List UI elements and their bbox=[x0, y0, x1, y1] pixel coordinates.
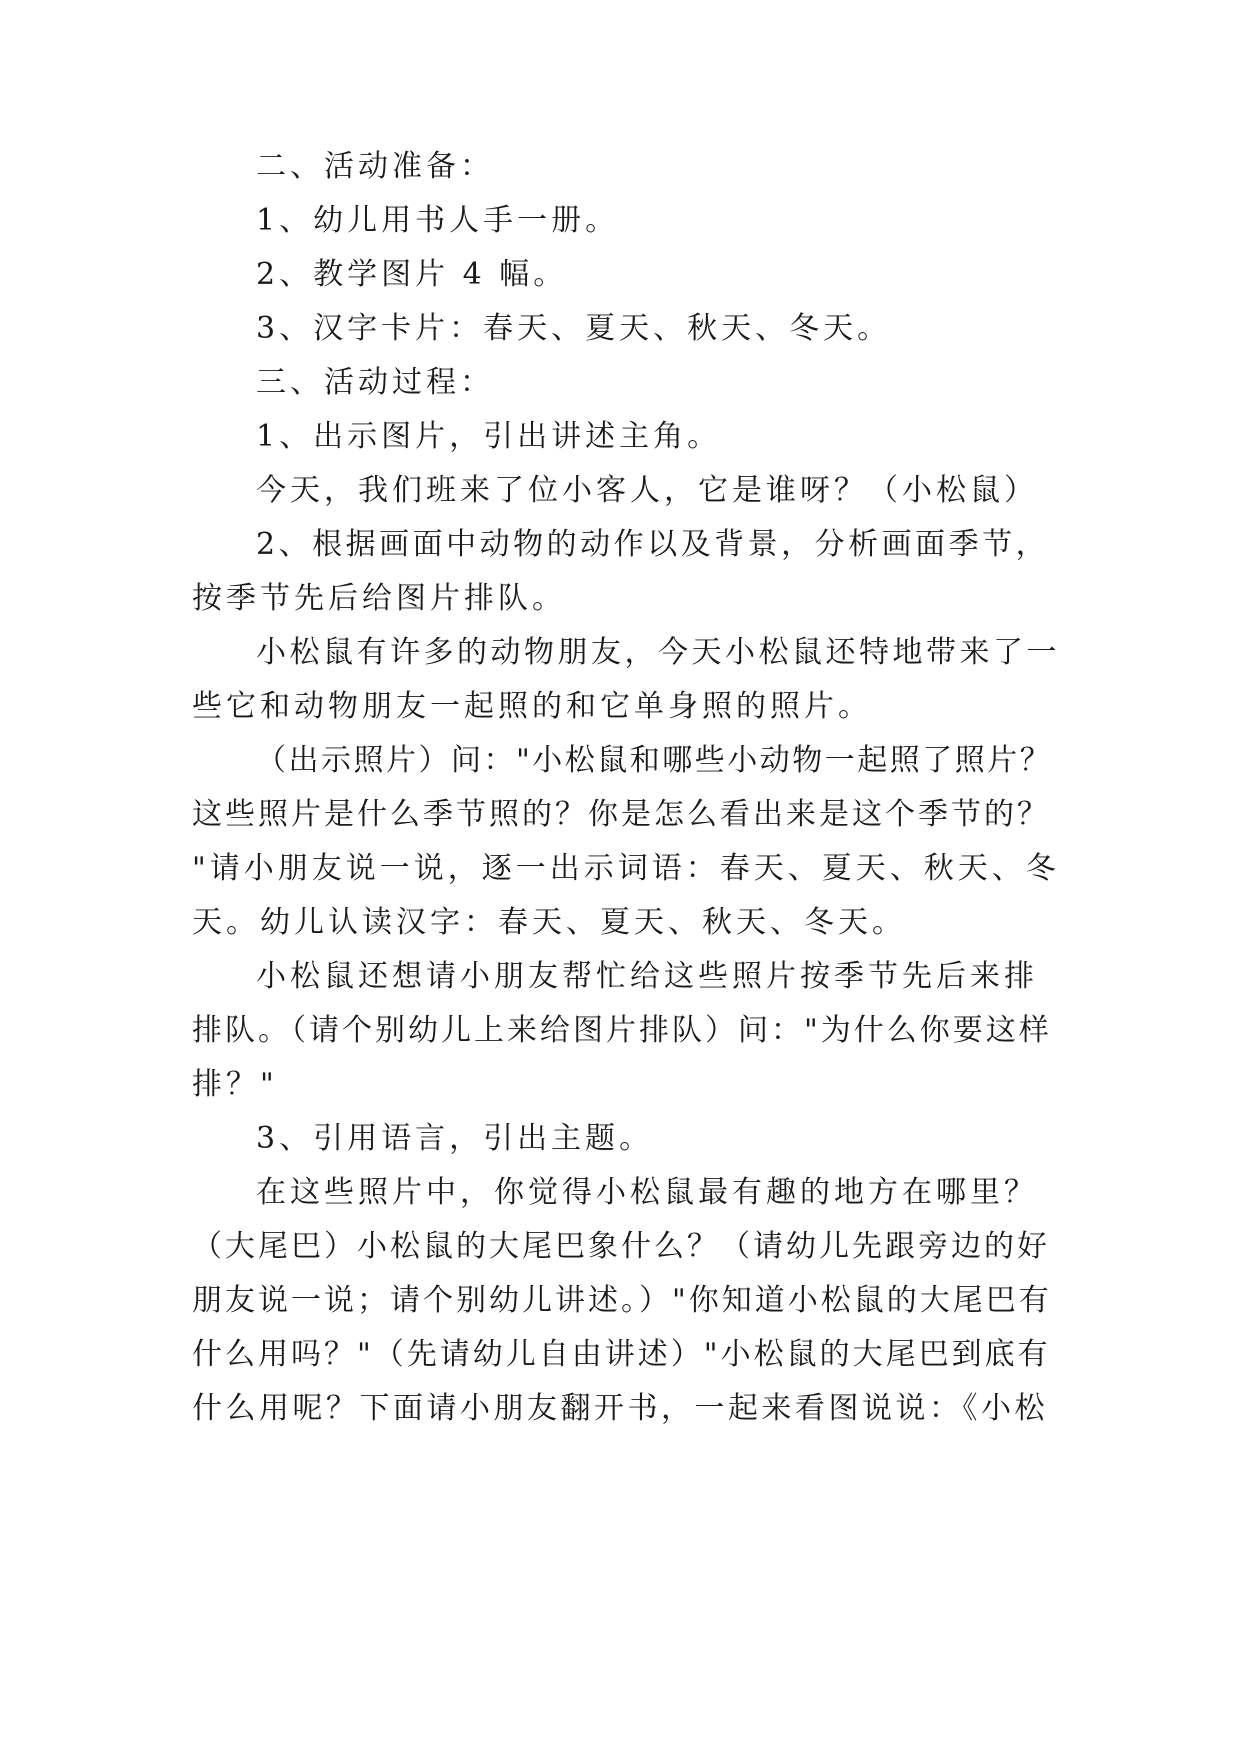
section-heading-process: 三、活动过程： bbox=[256, 365, 494, 400]
paragraph-line: 小松鼠还想请小朋友帮忙给这些照片按季节先后来排 bbox=[256, 959, 1038, 994]
paragraph-line: 在这些照片中，你觉得小松鼠最有趣的地方在哪里？ bbox=[256, 1175, 1038, 1210]
paragraph-line: （大尾巴）小松鼠的大尾巴象什么？（请幼儿先跟旁边的好 bbox=[192, 1229, 1050, 1264]
paragraph-line: 朋友说一说；请个别幼儿讲述。）"你知道小松鼠的大尾巴有 bbox=[192, 1283, 1052, 1318]
paragraph-line: 按季节先后给图片排队。 bbox=[192, 581, 566, 616]
section-heading-preparation: 二、活动准备： bbox=[256, 149, 494, 184]
paragraph-line: 3、引用语言，引出主题。 bbox=[256, 1121, 654, 1156]
paragraph-line: 什么用吗？"（先请幼儿自由讲述）"小松鼠的大尾巴到底有 bbox=[192, 1337, 1051, 1372]
paragraph-line: 些它和动物朋友一起照的和它单身照的照片。 bbox=[192, 689, 872, 724]
paragraph-line: 天。幼儿认读汉字：春天、夏天、秋天、冬天。 bbox=[192, 905, 906, 940]
paragraph-line: 今天，我们班来了位小客人，它是谁呀？（小松鼠） bbox=[256, 473, 1038, 508]
paragraph-line: 小松鼠有许多的动物朋友，今天小松鼠还特地带来了一 bbox=[256, 635, 1060, 670]
paragraph-line: 什么用呢？下面请小朋友翻开书，一起来看图说说：《小松 bbox=[192, 1391, 1048, 1426]
paragraph-line: 1、出示图片，引出讲述主角。 bbox=[256, 419, 722, 454]
paragraph-line: 2、教学图片 4 幅。 bbox=[256, 257, 568, 292]
paragraph-line: 1、幼儿用书人手一册。 bbox=[256, 203, 620, 238]
paragraph-line: 2、根据画面中动物的动作以及背景，分析画面季节， bbox=[256, 527, 1050, 562]
paragraph-line: 排？" bbox=[192, 1067, 278, 1102]
paragraph-line: "请小朋友说一说，逐一出示词语：春天、夏天、秋天、冬 bbox=[192, 851, 1060, 886]
paragraph-line: 排队。（请个别幼儿上来给图片排队）问："为什么你要这样 bbox=[192, 1013, 1052, 1048]
paragraph-line: （出示照片）问："小松鼠和哪些小动物一起照了照片？ bbox=[256, 743, 1053, 778]
paragraph-line: 3、汉字卡片：春天、夏天、秋天、冬天。 bbox=[256, 311, 892, 346]
paragraph-line: 这些照片是什么季节照的？你是怎么看出来是这个季节的？ bbox=[192, 797, 1050, 832]
